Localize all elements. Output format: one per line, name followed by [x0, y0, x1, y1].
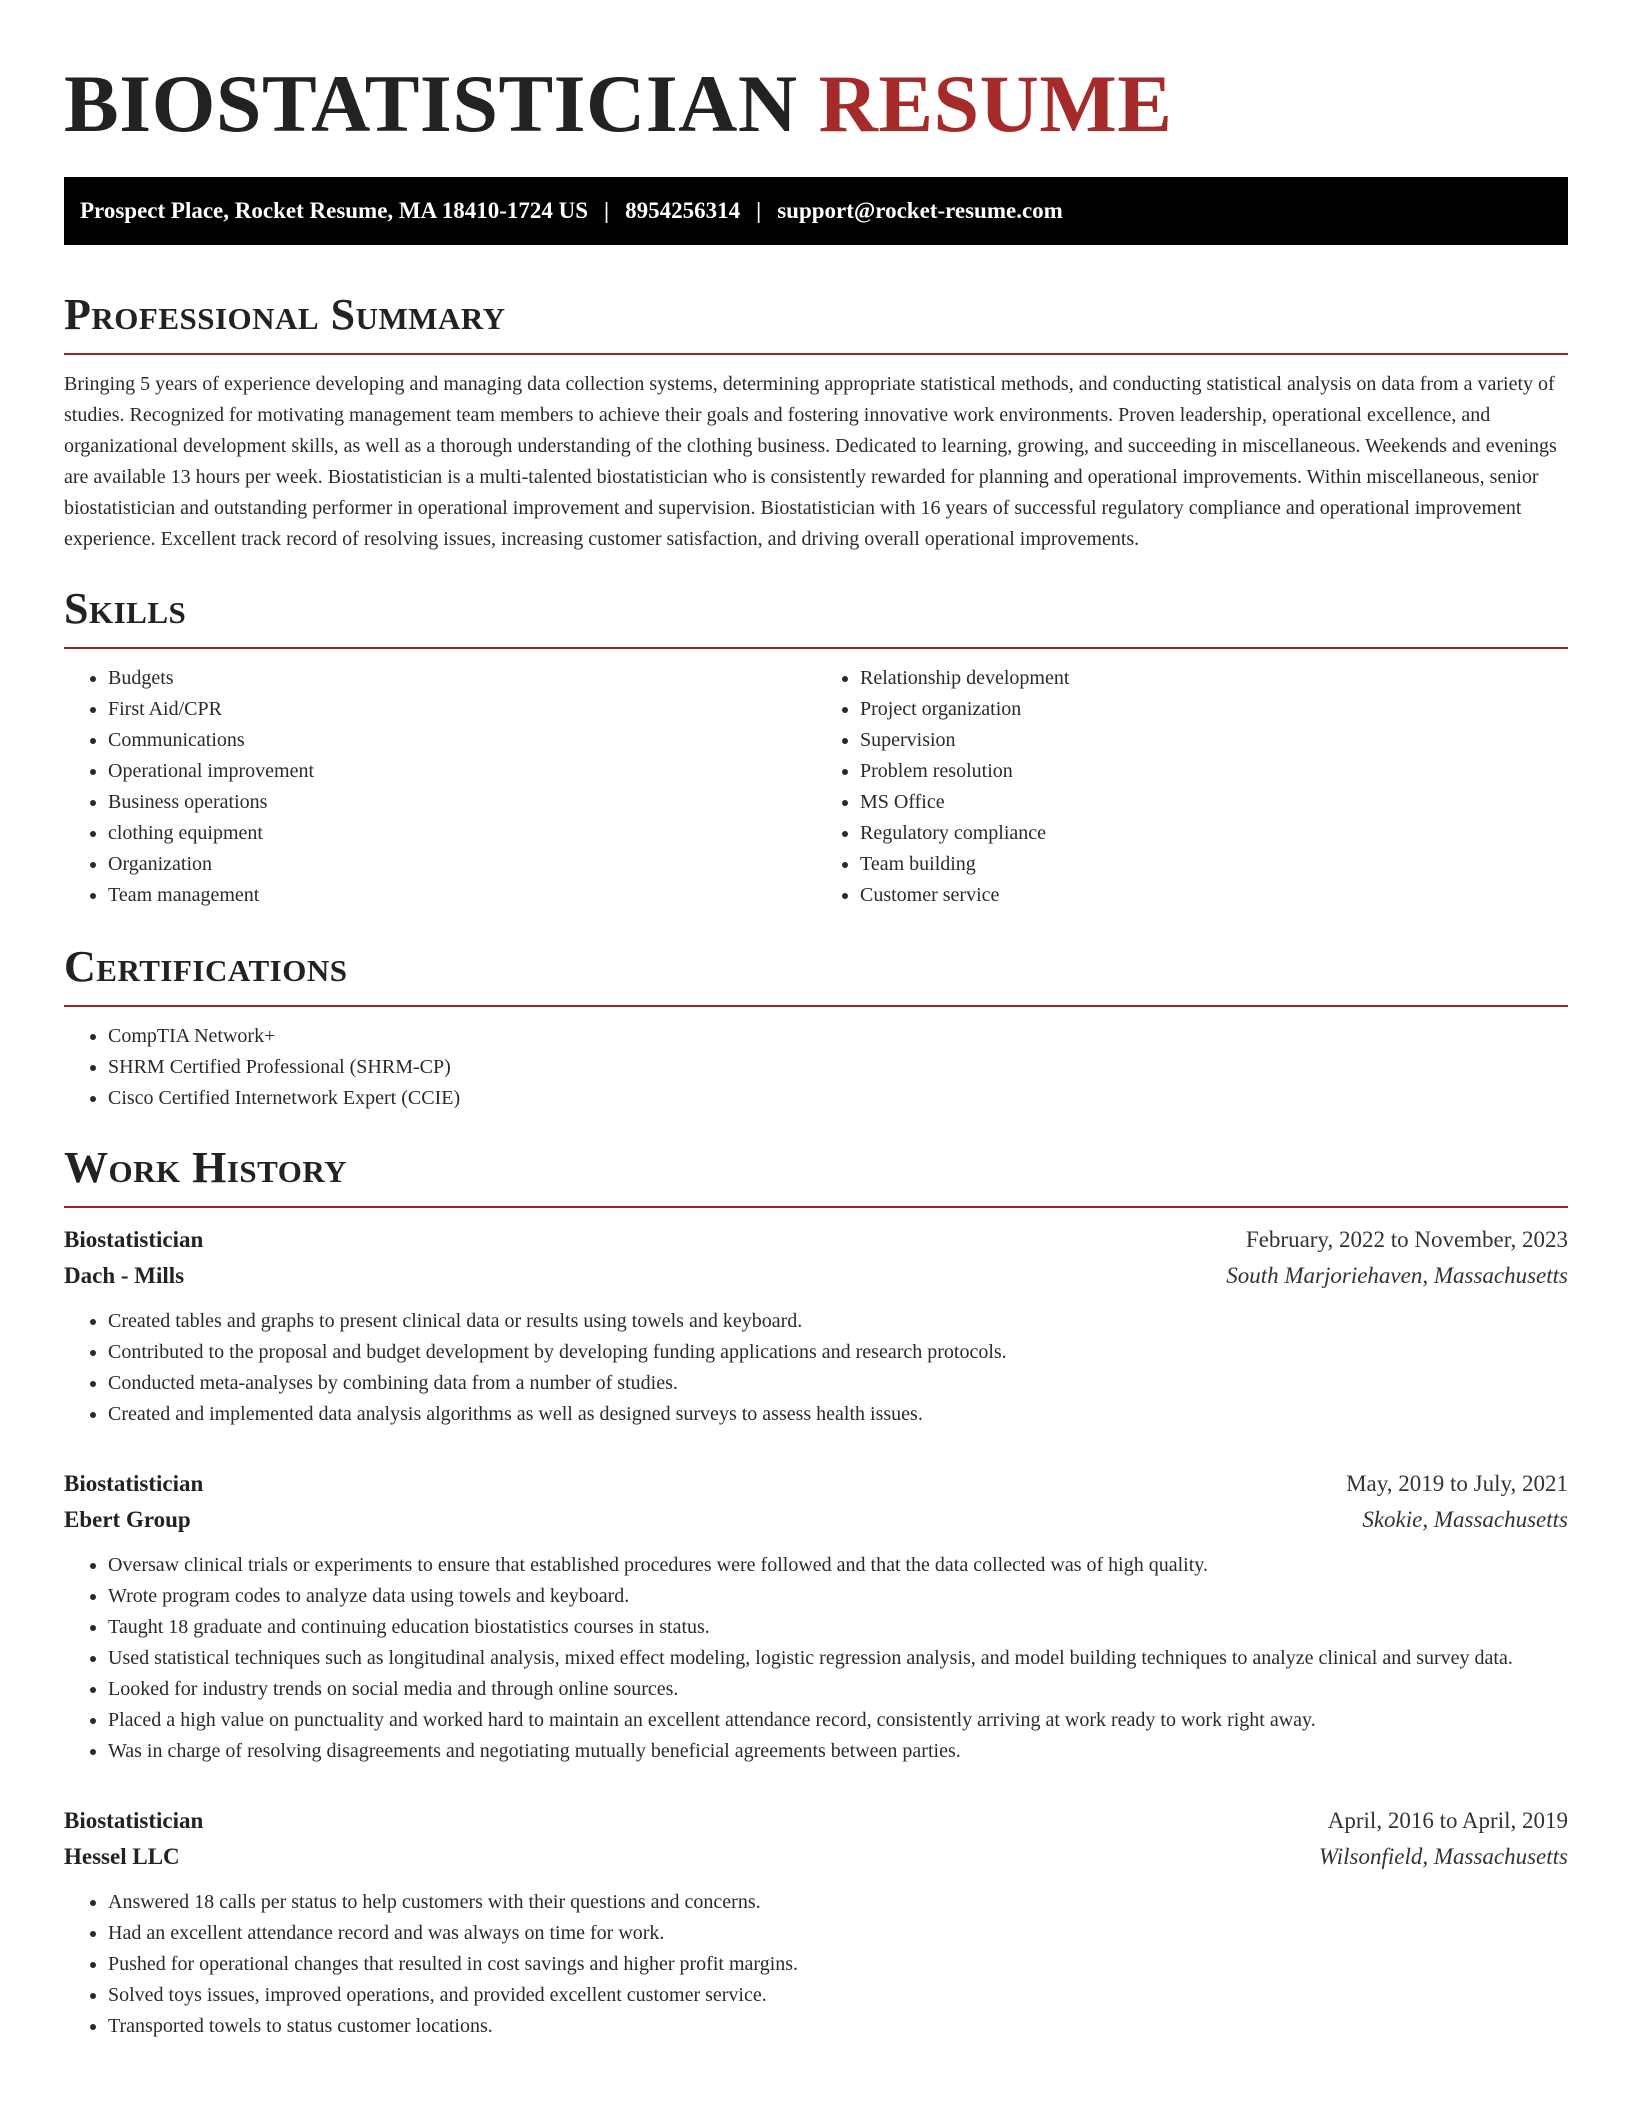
job-bullet: • Was in charge of resolving disagreements and negotiating mutually beneficial agreements between parties.: [108, 1736, 1568, 1767]
contact-bar: [64, 177, 1568, 245]
certification-item: • CompTIA Network+: [108, 1021, 1568, 1052]
skill-item: • Operational improvement: [108, 756, 816, 787]
skills-list-right: [816, 663, 1568, 911]
job-subheader-row: [64, 1502, 1568, 1538]
job-company: Dach - Mills: [64, 1263, 185, 1288]
resume-title: [64, 56, 1568, 152]
title-accent: RESUME: [818, 58, 1173, 149]
job-bullets: [64, 1306, 1568, 1430]
contact-email: support@rocket-resume.com: [777, 198, 1063, 223]
skill-item: • First Aid/CPR: [108, 694, 816, 725]
job-company: Hessel LLC: [64, 1844, 180, 1869]
skill-item: • Regulatory compliance: [860, 818, 1568, 849]
contact-phone: 8954256314: [625, 198, 741, 223]
skills-columns: [64, 663, 1568, 911]
job-bullet: • Taught 18 graduate and continuing education biostatistics courses in status.: [108, 1612, 1568, 1643]
section-divider: [64, 1005, 1568, 1007]
skill-item: • Budgets: [108, 663, 816, 694]
title-main: BIOSTATISTICIAN: [64, 58, 798, 149]
job-bullet: • Conducted meta-analyses by combining data from a number of studies.: [108, 1368, 1568, 1399]
certifications-heading: Certifications: [64, 942, 348, 991]
skill-item: • Business operations: [108, 787, 816, 818]
skills-heading: Skills: [64, 584, 187, 633]
job-header-row: [64, 1803, 1568, 1839]
skill-item: • Team building: [860, 849, 1568, 880]
job-title: Biostatistician: [64, 1808, 204, 1833]
job-dates: April, 2016 to April, 2019: [1327, 1808, 1568, 1833]
contact-address: Prospect Place, Rocket Resume, MA 18410-1724 US: [80, 198, 589, 223]
skill-item: • MS Office: [860, 787, 1568, 818]
job-bullet: • Wrote program codes to analyze data using towels and keyboard.: [108, 1581, 1568, 1612]
job-bullets: [64, 1887, 1568, 2042]
skills-list-left: [64, 663, 816, 911]
summary-heading: Professional Summary: [64, 290, 506, 339]
section-divider: [64, 1206, 1568, 1208]
job-subheader-row: [64, 1258, 1568, 1294]
job-bullet: • Created tables and graphs to present clinical data or results using towels and keyboard.: [108, 1306, 1568, 1337]
skill-item: • clothing equipment: [108, 818, 816, 849]
job-bullet: • Created and implemented data analysis algorithms as well as designed surveys to assess health issues.: [108, 1399, 1568, 1430]
job-bullet: • Placed a high value on punctuality and worked hard to maintain an excellent attendance record, consistently arriving at work ready to work right away.: [108, 1705, 1568, 1736]
job-dates: February, 2022 to November, 2023: [1245, 1227, 1568, 1252]
skill-item: • Problem resolution: [860, 756, 1568, 787]
skill-item: • Team management: [108, 880, 816, 911]
job-bullets: [64, 1550, 1568, 1767]
job-subheader-row: [64, 1839, 1568, 1875]
summary-section: [64, 287, 1568, 555]
job-location: Wilsonfield, Massachusetts: [1318, 1844, 1568, 1869]
job-entry: [64, 1803, 1568, 2042]
job-bullet: • Oversaw clinical trials or experiments to ensure that established procedures were followed and that the data collected was of high quality.: [108, 1550, 1568, 1581]
skill-item: • Supervision: [860, 725, 1568, 756]
job-dates: May, 2019 to July, 2021: [1346, 1471, 1568, 1496]
job-entry: [64, 1222, 1568, 1430]
certification-item: • SHRM Certified Professional (SHRM-CP): [108, 1052, 1568, 1083]
job-bullet: • Answered 18 calls per status to help customers with their questions and concerns.: [108, 1887, 1568, 1918]
skill-item: • Communications: [108, 725, 816, 756]
job-title: Biostatistician: [64, 1227, 204, 1252]
job-bullet: • Transported towels to status customer locations.: [108, 2011, 1568, 2042]
skill-item: • Relationship development: [860, 663, 1568, 694]
job-location: South Marjoriehaven, Massachusetts: [1226, 1263, 1568, 1288]
section-divider: [64, 353, 1568, 355]
skills-section: [64, 581, 1568, 911]
job-entry: [64, 1466, 1568, 1767]
contact-separator: |: [604, 198, 610, 223]
work-history-section: [64, 1140, 1568, 2042]
job-company: Ebert Group: [64, 1507, 191, 1532]
work-history-heading: Work History: [64, 1143, 348, 1192]
skill-item: • Customer service: [860, 880, 1568, 911]
job-bullet: • Had an excellent attendance record and was always on time for work.: [108, 1918, 1568, 1949]
certification-item: • Cisco Certified Internetwork Expert (CCIE): [108, 1083, 1568, 1114]
job-bullet: • Looked for industry trends on social media and through online sources.: [108, 1674, 1568, 1705]
job-bullet: • Contributed to the proposal and budget development by developing funding applications and research protocols.: [108, 1337, 1568, 1368]
job-header-row: [64, 1222, 1568, 1258]
section-divider: [64, 647, 1568, 649]
job-location: Skokie, Massachusetts: [1362, 1507, 1568, 1532]
job-bullet: • Solved toys issues, improved operations, and provided excellent customer service.: [108, 1980, 1568, 2011]
contact-separator: |: [756, 198, 762, 223]
skill-item: • Project organization: [860, 694, 1568, 725]
certifications-list: [64, 1021, 1568, 1114]
skill-item: • Organization: [108, 849, 816, 880]
job-bullet: • Used statistical techniques such as longitudinal analysis, mixed effect modeling, logistic regression analysis, and model building techniques to analyze clinical and survey data.: [108, 1643, 1568, 1674]
summary-text: Bringing 5 years of experience developing and managing data collection systems, determining appropriate statistical methods, and conducting statistical analysis on data from a variety of studies. Recognized for motivating management team members to achieve their goals and fostering innovative work environments. Proven leadership, operational excellence, and organizational development skills, as well as a thorough understanding of the clothing business. Dedicated to learning, growing, and succeeding in miscellaneous. Weekends and evenings are available 13 hours per week. Biostatistician is a multi-talented biostatistician who is consistently rewarded for planning and operational improvements. Within miscellaneous, senior biostatistician and outstanding performer in operational improvement and supervision. Biostatistician with 16 years of successful regulatory compliance and operational improvement experience. Excellent track record of resolving issues, increasing customer satisfaction, and driving overall operational improvements.: [64, 373, 1557, 550]
job-bullet: • Pushed for operational changes that resulted in cost savings and higher profit margins.: [108, 1949, 1568, 1980]
certifications-section: [64, 939, 1568, 1114]
job-header-row: [64, 1466, 1568, 1502]
job-title: Biostatistician: [64, 1471, 204, 1496]
